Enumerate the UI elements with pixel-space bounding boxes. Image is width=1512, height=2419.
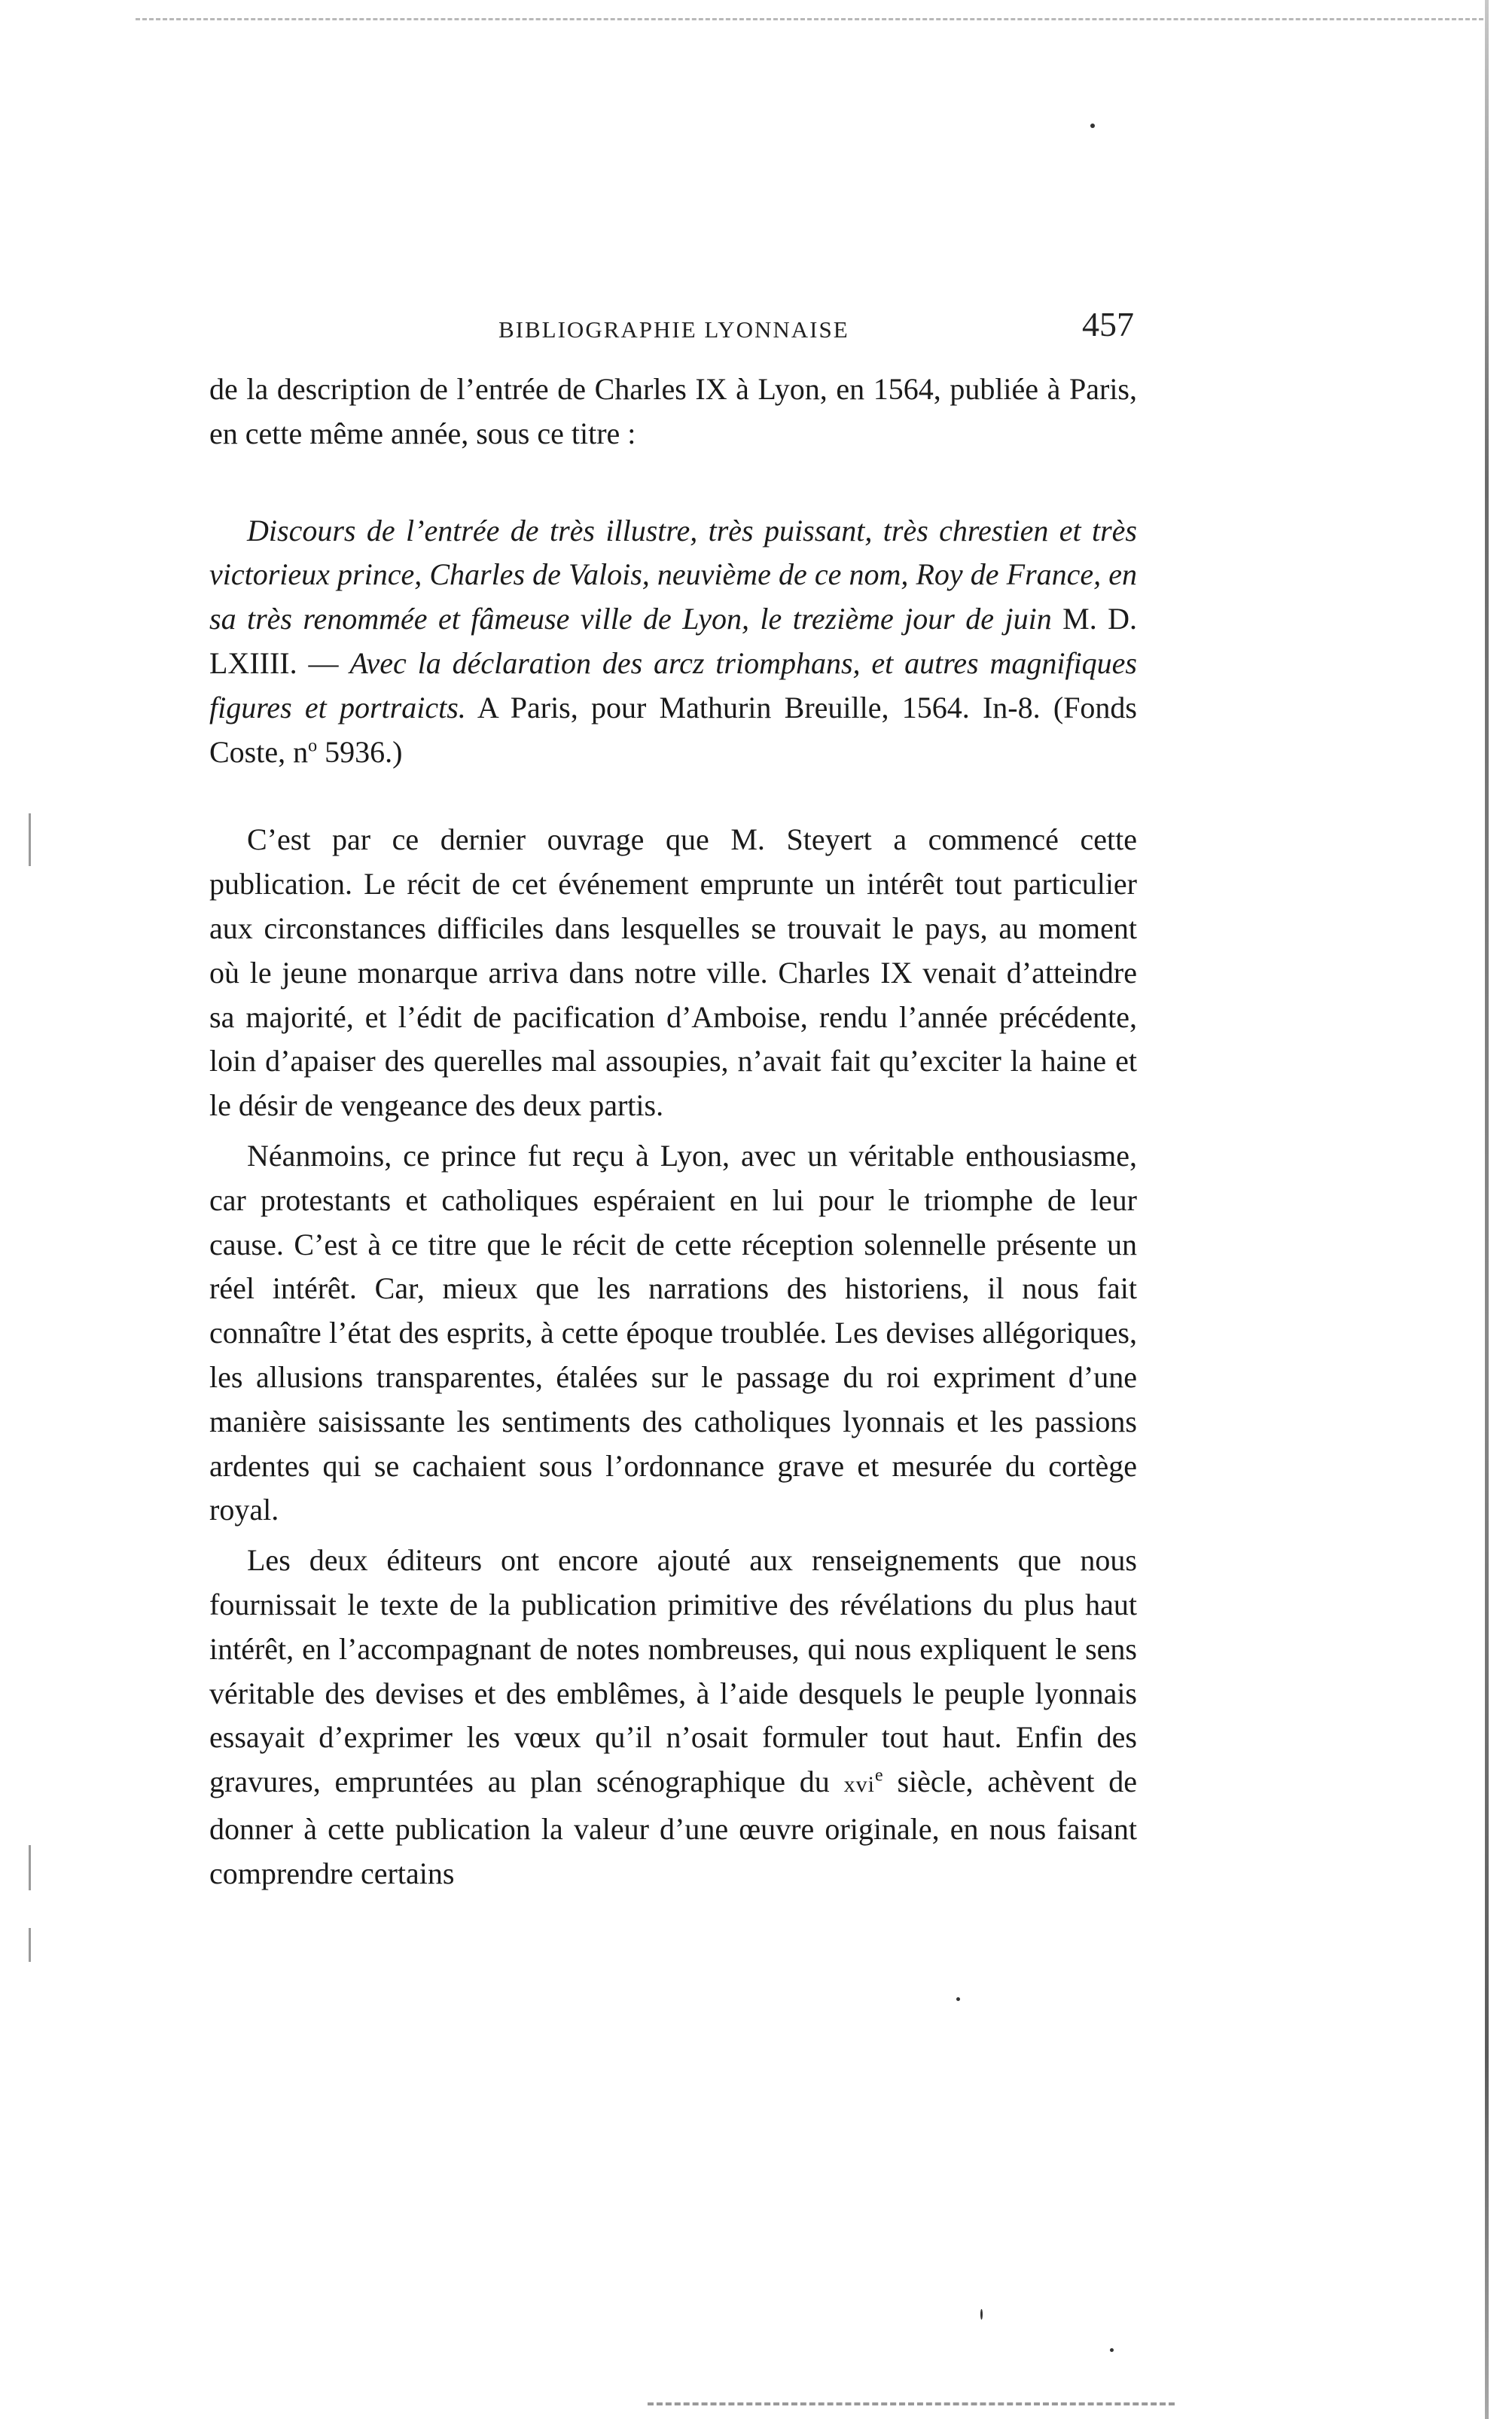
cited-date: M. D. LXIIII. — xyxy=(209,602,1138,680)
scan-speck xyxy=(980,2309,983,2320)
body-paragraph-2: Néanmoins, ce prince fut reçu à Lyon, avec un véritable enthousiasme, car protestants et catholiques espéraient en lui pour le triomphe de leur cause. C’est à ce titre que le récit de cette réception solennelle présente un réel intérêt. Car, mieux que les narrations des historiens, il nous fait connaître l’état des esprits, à cette époque troublée. Les devises allégoriques, les allusions transparentes, étalées sur le passage du roi expriment d’une manière saisissante les sentiments des catholiques lyonnais et les passions ardentes qui se cachaient sous l’ordonnance grave et mesurée du cortège royal. xyxy=(209,1138,1137,1527)
scan-speck xyxy=(1090,124,1095,128)
scan-edge-right xyxy=(1485,0,1489,2419)
body-paragraph-1: C’est par ce dernier ouvrage que M. Steyert a commencé cette publication. Le récit de cet événement emprunte un intérêt tout particulier aux circonstances difficiles dans lesquelles se trouvait le pays, au moment où le jeune monarque arriva dans notre ville. Charles IX venait d’atteindre sa majorité, et l’édit de pacification d’Amboise, rendu l’année précédente, loin d’apaiser des querelles mal assoupies, n’avait fait qu’exciter la haine et le désir de vengeance des deux partis. xyxy=(209,822,1137,1123)
cited-imprint: A Paris, pour Mathurin Breuille, 1564. In-8. (Fonds Coste, n xyxy=(209,690,1138,769)
running-head xyxy=(209,304,1134,357)
paragraph-3-text: Les deux éditeurs ont encore ajouté aux renseignements que nous fournissait le texte de la publication primitive des révélations du plus haut intérêt, en l’accompagnant de notes nombreuses, qui nous expliquent le sens véritable des devises et des emblêmes, à l’aide desquels le peuple lyonnais essayait d’exprimer les vœux qu’il n’osait formuler tout haut. Enfin des gravures, empruntées au plan scénographique du xyxy=(209,1543,1137,1799)
scan-edge-bottom xyxy=(648,2402,1175,2405)
century-numeral: xvi xyxy=(843,1772,875,1798)
paragraph-3-text-end: siècle, achèvent de donner à cette publication la valeur d’une œuvre originale, en nous faisant comprendre certains xyxy=(209,1765,1138,1890)
cited-title-part-2: Avec la déclaration des arcz triomphans, et autres magnifiques figures et portraicts. xyxy=(209,645,1138,724)
scan-edge-left xyxy=(29,1928,31,1962)
scan-speck xyxy=(956,1997,960,2001)
cited-number: 5936.) xyxy=(317,734,403,769)
running-title: BIBLIOGRAPHIE LYONNAISE xyxy=(498,316,849,343)
scan-speck xyxy=(1110,2348,1114,2352)
page-text xyxy=(209,368,1137,1896)
page-number: 457 xyxy=(1082,305,1134,343)
body-paragraph-3 xyxy=(209,1539,1137,1896)
cited-number-sup: o xyxy=(308,736,318,756)
scan-edge-top xyxy=(136,18,1483,20)
cited-title xyxy=(209,509,1137,775)
scan-edge-left xyxy=(29,1845,31,1890)
intro-paragraph: de la description de l’entrée de Charles IX à Lyon, en 1564, publiée à Paris, en cette même année, sous ce titre : xyxy=(209,372,1137,450)
scan-edge-left xyxy=(29,813,31,866)
cited-title-part-1: Discours de l’entrée de très illustre, très puissant, très chrestien et très victorieux prince, Charles de Valois, neuvième de ce nom, Roy de France, en sa très renommée et fâmeuse ville de Lyon, le trezième jour de juin xyxy=(209,513,1137,636)
century-sup: e xyxy=(874,1765,883,1786)
